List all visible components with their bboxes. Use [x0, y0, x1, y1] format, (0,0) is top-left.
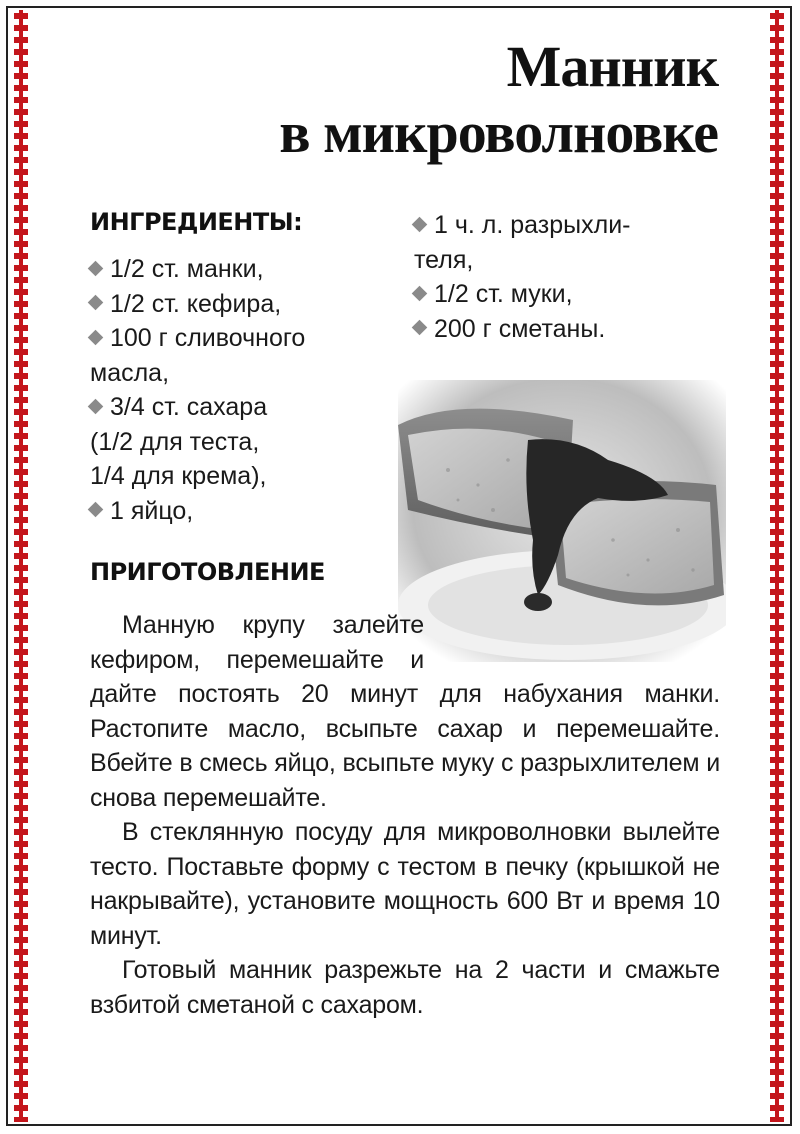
ingredient-item: 1 яйцо,	[84, 494, 384, 529]
bullet-diamond-icon	[88, 261, 104, 277]
ingredient-item: 1/2 ст. манки,	[84, 252, 384, 287]
ingredient-item: 1/2 ст. кефира,	[84, 287, 384, 322]
preparation-paragraph: Манную крупу залейте кефиром, перемешайте и дайте постоять 20 минут для набухания манки. Растопите масло, всыпьте сахар и перемешайте. Вбейте в смесь яйцо, всыпьте муку с разрыхлителем и снова перемешайте.	[90, 611, 720, 812]
bullet-diamond-icon	[88, 295, 104, 311]
ingredient-item-continued: (1/2 для теста,	[90, 427, 260, 456]
recipe-title-line-2: в микроволновке	[279, 100, 718, 165]
ingredient-item: 1 ч. л. разрыхли-	[408, 208, 728, 243]
photo-wrap-spacer	[424, 594, 720, 660]
preparation-heading: ПРИГОТОВЛЕНИЕ	[90, 558, 325, 586]
preparation-paragraph: В стеклянную посуду для микроволновки вылейте тесто. Поставьте форму с тестом в печку (крышкой не накрывайте), установите мощность 600 Вт и время 10 минут.	[90, 818, 720, 950]
bullet-diamond-icon	[412, 320, 428, 336]
bullet-diamond-icon	[88, 399, 104, 415]
ingredient-item: 100 г сливочного	[84, 321, 384, 356]
bullet-diamond-icon	[88, 330, 104, 346]
preparation-paragraph: Готовый манник разрежьте на 2 части и смажьте взбитой сметаной с сахаром.	[90, 956, 720, 1019]
recipe-title-line-1: Манник	[506, 34, 718, 99]
preparation-text	[90, 608, 720, 1022]
ingredient-item-continued: 1/4 для крема),	[90, 462, 267, 490]
ingredient-item-continued: теля,	[414, 245, 474, 274]
ingredient-item: 1/2 ст. муки,	[408, 277, 728, 312]
ingredients-list-column-2	[408, 208, 728, 346]
bullet-diamond-icon	[412, 217, 428, 233]
right-ornament-border	[770, 10, 784, 1122]
ingredient-item: 200 г сметаны.	[408, 312, 728, 347]
left-ornament-border	[14, 10, 28, 1122]
ingredient-item-continued: масла,	[90, 358, 170, 387]
bullet-diamond-icon	[412, 286, 428, 302]
recipe-title	[279, 34, 718, 166]
bullet-diamond-icon	[88, 502, 104, 518]
ingredients-heading: ИНГРЕДИЕНТЫ:	[90, 208, 303, 236]
ingredients-list-column-1	[84, 252, 384, 528]
ingredient-item: 3/4 ст. сахара	[84, 390, 384, 425]
